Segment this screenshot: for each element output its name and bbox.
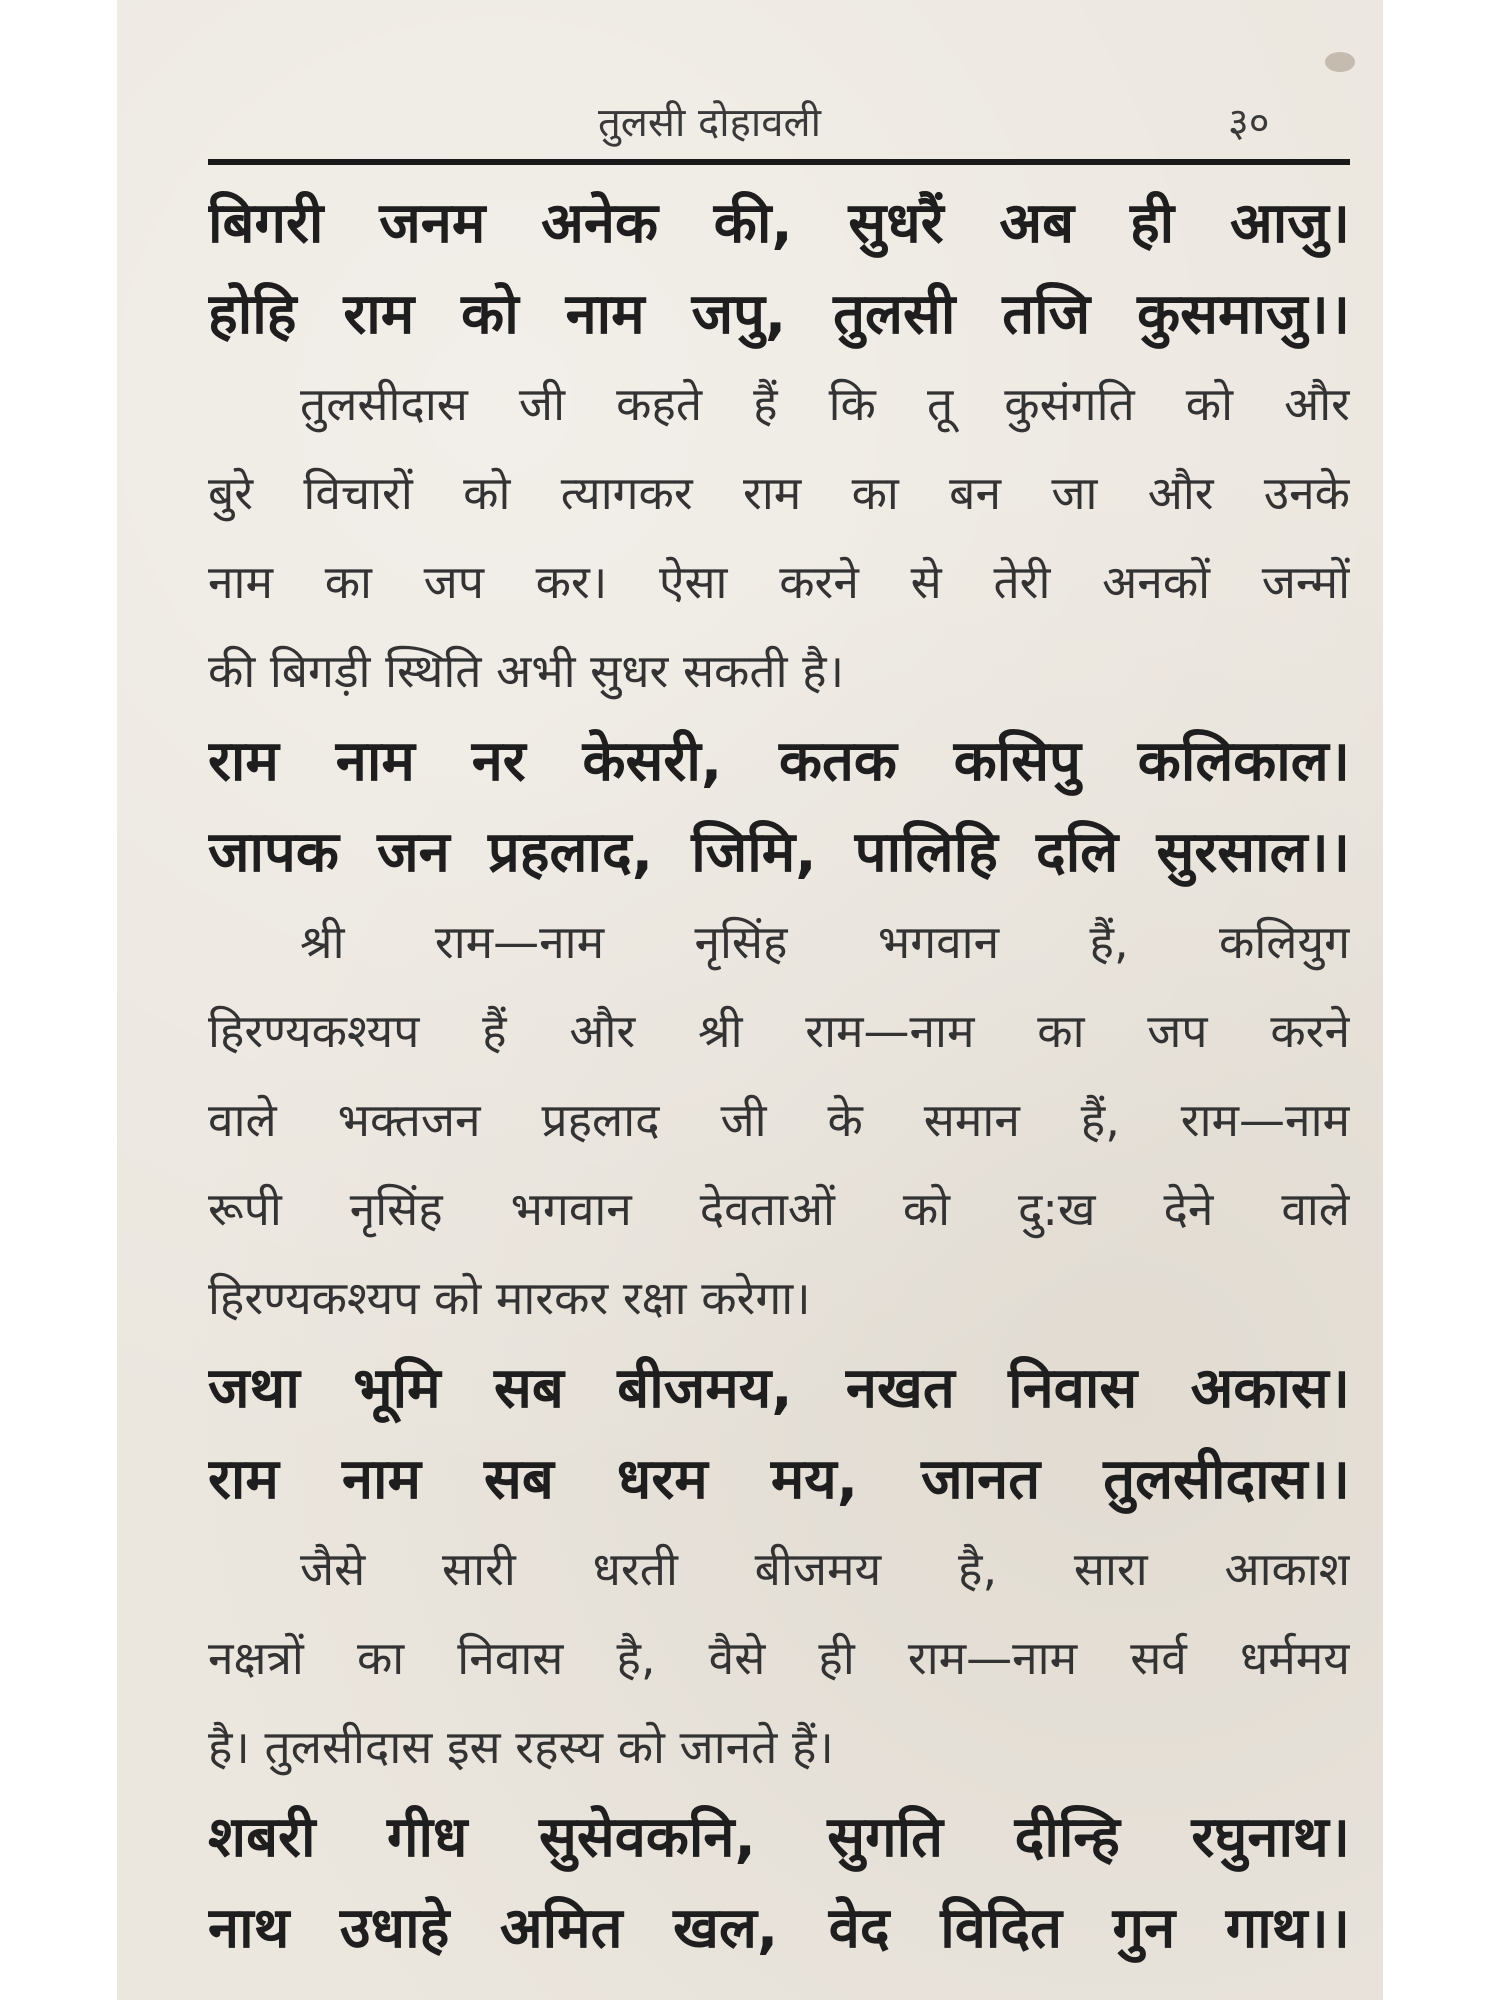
- paragraph-line: रूपी नृसिंह भगवान देवताओं को दु:ख देने वाले: [208, 1182, 1350, 1236]
- paragraph-line: बुरे विचारों को त्यागकर राम का बन जा और उनके: [208, 466, 1350, 520]
- doha-verse: [208, 178, 1350, 360]
- paragraph-line: नक्षत्रों का निवास है, वैसे ही राम—नाम सर्व धर्ममय: [208, 1631, 1350, 1685]
- doha-verse: [208, 1343, 1350, 1525]
- page-body: [208, 178, 1350, 1974]
- verse-line: राम नाम सब धरम मय, जानत तुलसीदास।।: [208, 1447, 1350, 1512]
- meaning-paragraph: [208, 898, 1350, 1343]
- paragraph-line: श्री राम—नाम नृसिंह भगवान हैं, कलियुग: [300, 915, 1350, 969]
- verse-line: शबरी गीध सुसेवकनि, सुगति दीन्हि रघुनाथ।: [208, 1805, 1350, 1870]
- verse-line: जथा भूमि सब बीजमय, नखत निवास अकास।: [208, 1356, 1350, 1421]
- page-number: ३०: [1228, 100, 1270, 146]
- paragraph-line: नाम का जप कर। ऐसा करने से तेरी अनकों जन्मों: [208, 555, 1350, 609]
- paragraph-line: है। तुलसीदास इस रहस्य को जानते हैं।: [208, 1720, 834, 1774]
- paragraph-line: हिरण्यकश्यप को मारकर रक्षा करेगा।: [208, 1271, 811, 1325]
- header-rule: [208, 159, 1350, 165]
- meaning-paragraph: [208, 360, 1350, 716]
- verse-line: नाथ उधाहे अमित खल, वेद विदित गुन गाथ।।: [208, 1896, 1350, 1961]
- running-head-title: तुलसी दोहावली: [598, 100, 821, 146]
- verse-line: बिगरी जनम अनेक की, सुधरैं अब ही आजु।: [208, 191, 1350, 256]
- verse-line: जापक जन प्रहलाद, जिमि, पालिहि दलि सुरसाल।।: [208, 820, 1350, 885]
- paragraph-line: जैसे सारी धरती बीजमय है, सारा आकाश: [300, 1542, 1350, 1596]
- doha-verse: [208, 716, 1350, 898]
- paper-stain: [1325, 52, 1355, 72]
- paragraph-line: हिरण्यकश्यप हैं और श्री राम—नाम का जप करने: [208, 1004, 1350, 1058]
- paragraph-line: की बिगड़ी स्थिति अभी सुधर सकती है।: [208, 644, 845, 698]
- paragraph-line: वाले भक्तजन प्रहलाद जी के समान हैं, राम—नाम: [208, 1093, 1350, 1147]
- doha-verse: [208, 1792, 1350, 1974]
- meaning-paragraph: [208, 1525, 1350, 1792]
- paragraph-line: तुलसीदास जी कहते हैं कि तू कुसंगति को और: [300, 377, 1350, 431]
- verse-line: राम नाम नर केसरी, कतक कसिपु कलिकाल।: [208, 729, 1350, 794]
- verse-line: होहि राम को नाम जपु, तुलसी तजि कुसमाजु।।: [208, 282, 1350, 347]
